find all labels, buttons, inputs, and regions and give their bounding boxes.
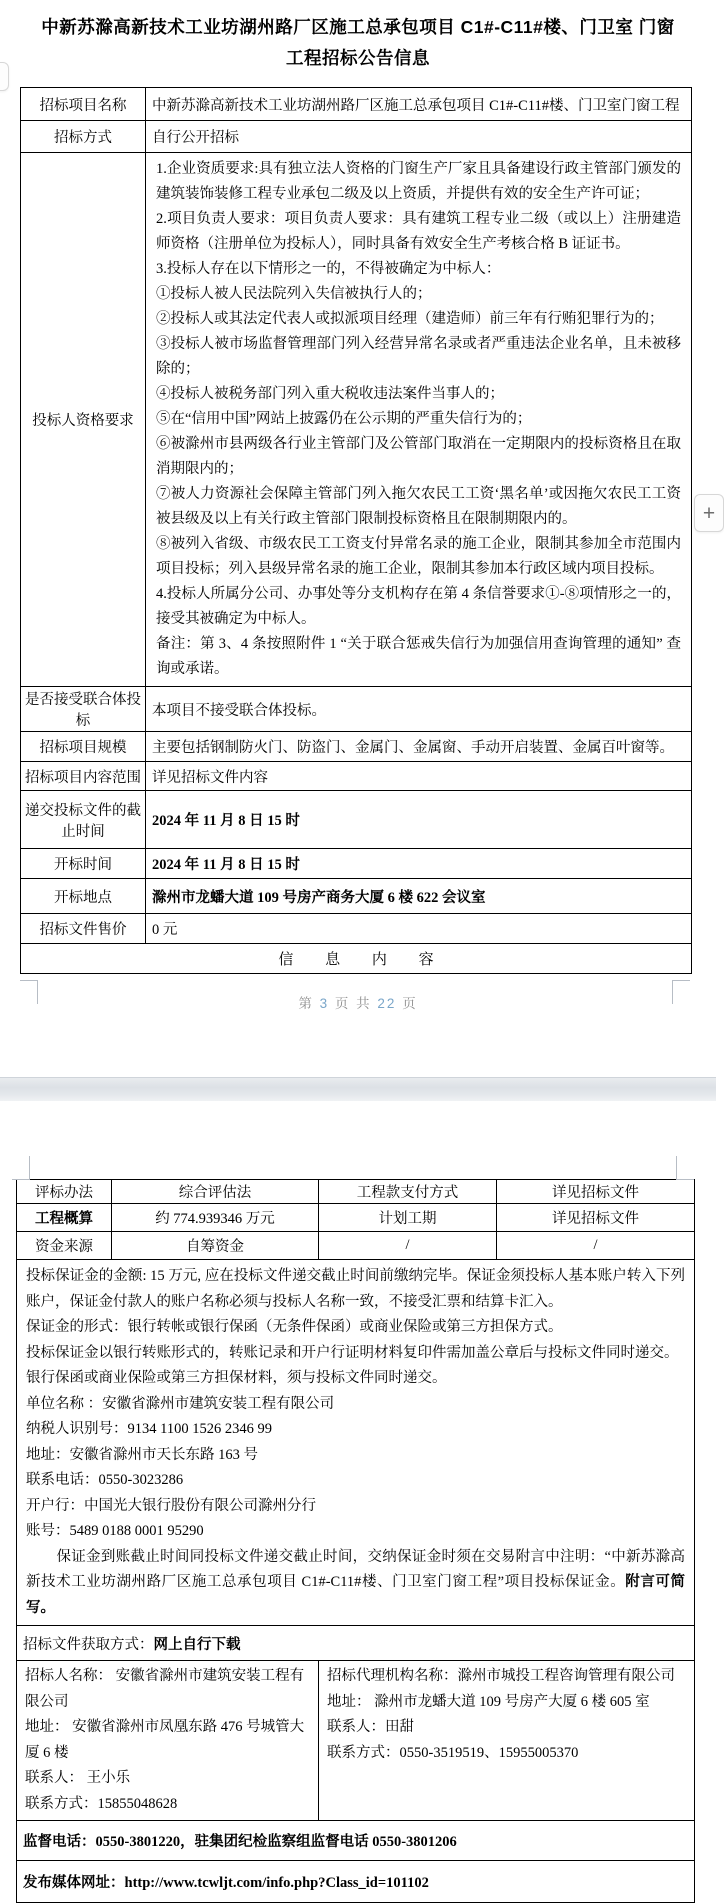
table-row-info-banner	[21, 944, 692, 974]
row-value: 2024 年 11 月 8 日 15 时	[146, 849, 692, 879]
paragraph: 投标保证金的金额: 15 万元, 应在投标文件递交截止时间前缴纳完毕。保证金须投标人基本账户转入下列账户，保证金付款人的账户名称必须与投标人名称一致，不接受汇票和结算卡汇入。	[26, 1268, 685, 1310]
paragraph: 3.投标人存在以下情形之一的，不得被确定为中标人：	[156, 261, 501, 277]
paragraph: ④投标人被税务部门列入重大税收违法案件当事人的；	[156, 386, 504, 402]
contact-line: 联系人：田甜	[327, 1719, 414, 1735]
row-label: 招标项目名称	[21, 88, 146, 121]
publish-media-url: 发布媒体网址：http://www.tcwljt.com/info.php?Class_id=101102	[17, 1861, 695, 1903]
row-label: 是否接受联合体投标	[21, 687, 146, 732]
paragraph: 2.项目负责人要求：项目负责人要求：具有建筑工程专业二级（或以上）注册建造师资格（注册单位为投标人），同时具备有效安全生产考核合格 B 证证书。	[156, 211, 681, 252]
margin-corner-mark	[12, 1156, 30, 1180]
contact-line: 招标人名称： 安徽省滁州市建筑安装工程有限公司	[25, 1668, 305, 1710]
table-row-funding	[17, 1232, 695, 1260]
paragraph: 单位名称 ：安徽省滁州市建筑安装工程有限公司	[26, 1395, 335, 1412]
table-row-document-access	[17, 1626, 695, 1661]
table-row-contacts	[17, 1661, 695, 1821]
paragraph: 保证金的形式：银行转帐或银行保函（无条件保函）或商业保险或第三方担保方式。	[26, 1319, 563, 1335]
page-number-text: 第	[298, 996, 314, 1011]
cell: 约 774.939346 万元	[112, 1204, 319, 1232]
table-row-project-scope	[21, 762, 692, 791]
paragraph: 开户行：中国光大银行股份有限公司滁州分行	[26, 1497, 316, 1514]
row-label: 开标地点	[21, 879, 146, 914]
cell: /	[319, 1232, 497, 1260]
cell: 工程概算	[17, 1204, 112, 1232]
table-row-evaluation	[17, 1180, 695, 1204]
row-label: 招标方式	[21, 121, 146, 153]
row-value: 自行公开招标	[146, 121, 692, 153]
contact-line: 招标代理机构名称：滁州市城投工程咨询管理有限公司	[327, 1668, 675, 1684]
cell: 工程款支付方式	[319, 1180, 497, 1204]
table-row-media-url	[17, 1861, 695, 1903]
plus-icon: +	[702, 501, 716, 525]
row-label: 招标项目规模	[21, 732, 146, 762]
page-4	[0, 1101, 716, 1903]
paragraph: 投标保证金以银行转账形式的，转账记录和开户行证明材料复印件需加盖公章后与投标文件同时递交。	[26, 1344, 679, 1361]
total-page-number: 22	[377, 996, 397, 1011]
row-value: 详见招标文件内容	[146, 762, 692, 791]
table-row-project-scale	[21, 732, 692, 762]
row-value: 中新苏滁高新技术工业坊湖州路厂区施工总承包项目 C1#-C11#楼、门卫室门窗工程	[146, 88, 692, 121]
page-title: 中新苏滁高新技术工业坊湖州路厂区施工总承包项目 C1#-C11#楼、门卫室 门窗工程招标公告信息	[41, 17, 675, 68]
cell: 详见招标文件	[497, 1204, 695, 1232]
contact-line: 联系方式：15855048628	[25, 1795, 178, 1812]
zoom-in-button[interactable]	[694, 494, 724, 532]
table-row-opening-time	[21, 849, 692, 879]
bid-details-table	[16, 1179, 695, 1903]
table-row-project-name	[21, 88, 692, 121]
deposit-paragraph-list	[26, 1264, 685, 1545]
cell: 详见招标文件	[497, 1180, 695, 1204]
paragraph: 银行保函或商业保险或第三方担保材料，须与投标文件同时递交。	[26, 1370, 447, 1386]
agency-lines	[327, 1664, 686, 1766]
paragraph: ⑦被人力资源社会保障主管部门列入拖欠农民工工资‘黑名单’或因拖欠农民工工资被县级及以上有关行政主管部门限制投标资格且在限制期限内的。	[156, 486, 681, 527]
paragraph: ⑥被滁州市县两级各行业主管部门及公管部门取消在一定期限内的投标资格且在取消期限内的；	[156, 436, 681, 477]
row-label: 投标人资格要求	[21, 153, 146, 687]
cell: 自筹资金	[112, 1232, 319, 1260]
table-row-qualification	[21, 153, 692, 687]
contact-line: 联系人： 王小乐	[25, 1770, 131, 1786]
row-value: 0 元	[146, 914, 692, 944]
row-label: 递交投标文件的截止时间	[21, 791, 146, 849]
paragraph: ②投标人或其法定代表人或拟派项目经理（建造师）前三年有行贿犯罪行为的；	[156, 311, 664, 327]
paragraph: ③投标人被市场监督管理部门列入经营异常名录或者严重违法企业名单，且未被移除的；	[156, 336, 681, 377]
contact-line: 联系方式：0550-3519519、15955005370	[327, 1744, 579, 1761]
row-value: 2024 年 11 月 8 日 15 时	[146, 791, 692, 849]
tenderer-contact-block	[17, 1661, 319, 1821]
row-label: 招标项目内容范围	[21, 762, 146, 791]
agency-contact-block	[319, 1661, 695, 1821]
row-value: 主要包括钢制防火门、防盗门、金属门、金属窗、手动开启装置、金属百叶窗等。	[146, 732, 692, 762]
left-edge-button[interactable]	[0, 62, 9, 91]
paragraph: 4.投标人所属分公司、办事处等分支机构存在第 4 条信誉要求①-⑧项情形之一的，接受其被确定为中标人。	[156, 586, 681, 627]
document-access-value: 网上自行下载	[153, 1636, 241, 1653]
table-row-joint-venture	[21, 687, 692, 732]
row-value: 本项目不接受联合体投标。	[146, 687, 692, 732]
cell: /	[497, 1232, 695, 1260]
tenderer-lines	[25, 1664, 310, 1817]
qualification-requirements	[146, 153, 692, 687]
paragraph: ⑧被列入省级、市级农民工工资支付异常名录的施工企业，限制其参加全市范围内项目投标；列入县级异常名录的施工企业，限制其参加本行政区域内项目投标。	[156, 536, 681, 577]
paragraph: 账号：5489 0188 0001 95290	[26, 1523, 204, 1539]
info-content-banner: 信 息 内 容	[21, 944, 692, 974]
document-access-label: 招标文件获取方式：	[23, 1636, 154, 1653]
paragraph: ①投标人被人民法院列入失信被执行人的；	[156, 286, 432, 302]
cell: 资金来源	[17, 1232, 112, 1260]
table-row-deposit	[17, 1260, 695, 1626]
paragraph: 联系电话：0550-3023286	[26, 1472, 184, 1488]
table-row-supervision	[17, 1821, 695, 1861]
margin-corner-mark	[676, 1156, 694, 1180]
page-number-text: 页	[402, 996, 418, 1011]
bid-deposit-details	[17, 1260, 695, 1626]
contact-line: 地址： 安徽省滁州市凤凰东路 476 号城管大厦 6 楼	[25, 1719, 305, 1761]
table-row-submission-deadline	[21, 791, 692, 849]
page-footer-area	[0, 980, 716, 1032]
cell: 评标办法	[17, 1180, 112, 1204]
table-row-budget	[17, 1204, 695, 1232]
cell: 综合评估法	[112, 1180, 319, 1204]
tender-info-table	[20, 87, 692, 974]
table-row-tender-method	[21, 121, 692, 153]
cell: 计划工期	[319, 1204, 497, 1232]
page-number	[0, 992, 716, 1012]
paragraph: 备注：第 3、4 条按照附件 1 “关于联合惩戒失信行为加强信用查询管理的通知” 查询或承诺。	[156, 636, 681, 677]
table-row-document-price	[21, 914, 692, 944]
qualification-paragraph-list	[156, 157, 681, 682]
deposit-note	[26, 1545, 685, 1622]
deposit-note-bold: 附言可简写。	[26, 1574, 685, 1616]
document-viewer	[0, 12, 716, 1891]
document-access	[17, 1626, 695, 1661]
page-separator	[0, 1077, 716, 1101]
contact-line: 地址： 滁州市龙蟠大道 109 号房产大厦 6 楼 605 室	[327, 1693, 650, 1710]
supervision-phone: 监督电话：0550-3801220，驻集团纪检监察组监督电话 0550-3801206	[17, 1821, 695, 1861]
row-value: 滁州市龙蟠大道 109 号房产商务大厦 6 楼 622 会议室	[146, 879, 692, 914]
paragraph: 地址：安徽省滁州市天长东路 163 号	[26, 1446, 258, 1463]
paragraph: 纳税人识别号：9134 1100 1526 2346 99	[26, 1421, 272, 1437]
current-page-number: 3	[319, 996, 330, 1011]
page-number-text: 页 共	[334, 996, 372, 1011]
page-3	[0, 12, 716, 1032]
paragraph: ⑤在“信用中国”网站上披露仍在公示期的严重失信行为的；	[156, 411, 532, 427]
paragraph: 1.企业资质要求:具有独立法人资格的门窗生产厂家且具备建设行政主管部门颁发的建筑装饰装修工程专业承包二级及以上资质，并提供有效的安全生产许可证；	[156, 161, 681, 202]
row-label: 招标文件售价	[21, 914, 146, 944]
deposit-note-text: 保证金到账截止时间同投标文件递交截止时间，交纳保证金时须在交易附言中注明：“中新苏滁高新技术工业坊湖州路厂区施工总承包项目 C1#-C11#楼、门卫室门窗工程”项目投标保证金。	[26, 1548, 685, 1590]
table-row-opening-place	[21, 879, 692, 914]
row-label: 开标时间	[21, 849, 146, 879]
